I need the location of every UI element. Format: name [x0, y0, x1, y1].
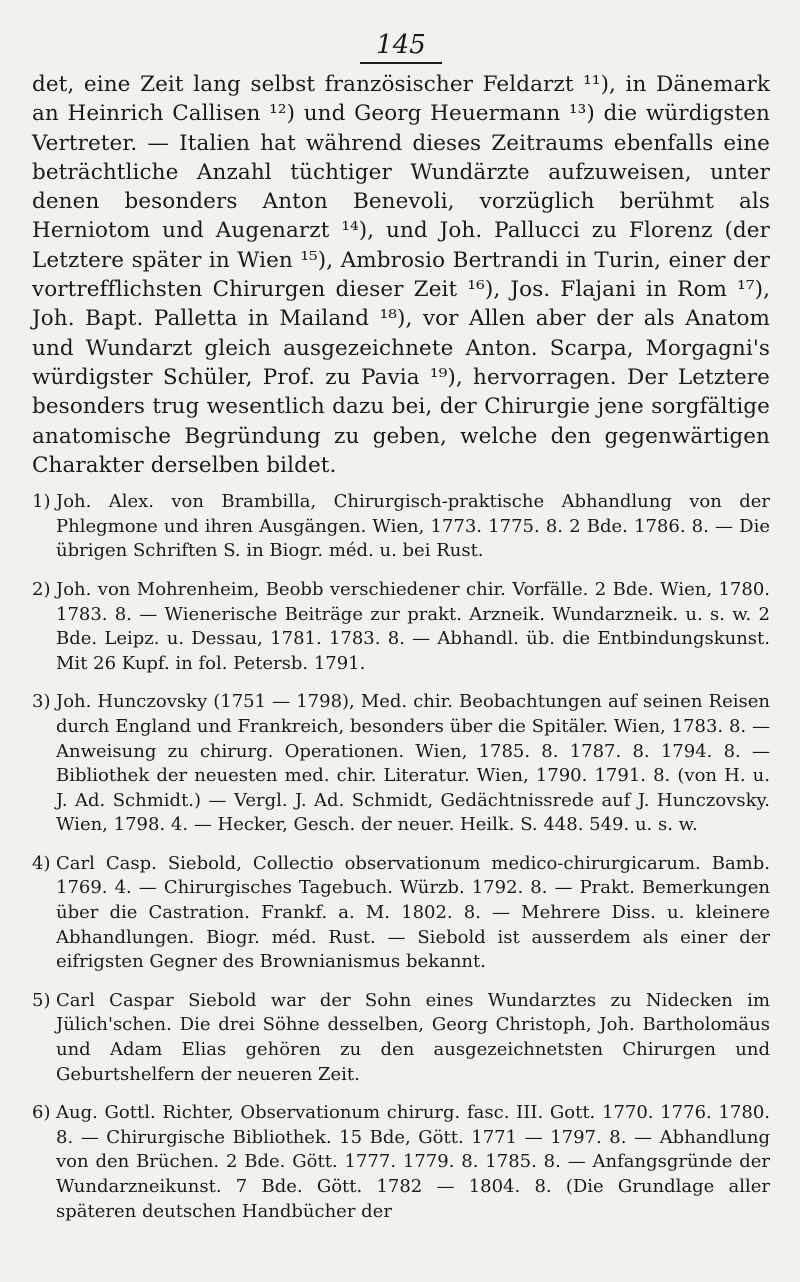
footnote-number: 1) — [32, 491, 51, 513]
body-paragraph: det, eine Zeit lang selbst französischer Feldarzt ¹¹), in Dänemark an Heinrich Callisen ¹²) und Georg Heuermann ¹³) die würdigsten Vertreter. — Italien hat während dieses Zeitraums ebenfalls eine beträchtliche Anzahl tüchtiger Wundärzte aufzuweisen, unter denen besonders Anton Benevoli, vorzüglich berühmt als Herniotom und Augenarzt ¹⁴), und Joh. Pallucci zu Florenz (der Letztere später in Wien ¹⁵), Ambrosio Bertrandi in Turin, einer der vortrefflichsten Chirurgen dieser Zeit ¹⁶), Jos. Flajani in Rom ¹⁷), Joh. Bapt. Palletta in Mailand ¹⁸), vor Allen aber der als Anatom und Wundarzt gleich ausgezeichnete Anton. Scarpa, Morgagni's würdigster Schüler, Prof. zu Pavia ¹⁹), hervorragen. Der Letztere besonders trug wesentlich dazu bei, der Chirurgie jene sorgfältige anatomische Begründung zu geben, welche den gegenwärtigen Charakter derselben bildet. — [32, 72, 770, 478]
footnote-4 — [32, 852, 770, 975]
page-number: 145 — [32, 30, 770, 70]
footnote-list — [32, 490, 770, 1224]
footnote-number: 2) — [32, 578, 51, 600]
footnote-text: Aug. Gottl. Richter, Observationum chirurg. fasc. III. Gott. 1770. 1776. 1780. 8. — Chirurgische Bibliothek. 15 Bde, Gött. 1771 — 1797. 8. — Abhandlung von den Brüchen. 2 Bde. Gött. 1777. 1779. 8. 1785. 8. — Anfangsgründe der Wundarzneikunst. 7 Bde. Gött. 1782 — 1804. 8. (Die Grundlage aller späteren deutschen Handbücher der — [56, 1102, 770, 1222]
footnote-number: 6) — [32, 1102, 51, 1124]
footnote-text: Joh. Hunczovsky (1751 — 1798), Med. chir. Beobachtungen auf seinen Reisen durch England und Frankreich, besonders über die Spitäler. Wien, 1783. 8. — Anweisung zu chirurg. Operationen. Wien, 1785. 8. 1787. 8. 1794. 8. — Bibliothek der neuesten med. chir. Literatur. Wien, 1790. 1791. 8. (von H. u. J. Ad. Schmidt.) — Vergl. J. Ad. Schmidt, Gedächtnissrede auf J. Hunczovsky. Wien, 1798. 4. — Hecker, Gesch. der neuer. Heilk. S. 448. 549. u. s. w. — [56, 691, 770, 836]
footnote-2 — [32, 578, 770, 676]
footnote-6 — [32, 1101, 770, 1224]
footnote-text: Carl Caspar Siebold war der Sohn eines Wundarztes zu Nidecken im Jülich'schen. Die drei Söhne desselben, Georg Christoph, Joh. Bartholomäus und Adam Elias gehören zu den ausgezeichnetsten Chirurgen und Geburtshelfern der neueren Zeit. — [56, 989, 770, 1085]
footnote-1 — [32, 490, 770, 564]
footnote-number: 5) — [32, 989, 51, 1011]
footnote-number: 4) — [32, 852, 51, 874]
footnote-3 — [32, 690, 770, 838]
footnote-text: Joh. Alex. von Brambilla, Chirurgisch-praktische Abhandlung von der Phlegmone und ihren Ausgängen. Wien, 1773. 1775. 8. 2 Bde. 1786. 8. — Die übrigen Schriften S. in Biogr. méd. u. bei Rust. — [56, 491, 770, 562]
footnote-text: Joh. von Mohrenheim, Beobb verschiedener chir. Vorfälle. 2 Bde. Wien, 1780. 1783. 8. — Wienerische Beiträge zur prakt. Arzneik. Wundarzneik. u. s. w. 2 Bde. Leipz. u. Dessau, 1781. 1783. 8. — Abhandl. üb. die Entbindungskunst. Mit 26 Kupf. in fol. Petersb. 1791. — [56, 578, 770, 674]
footnote-number: 3) — [32, 691, 51, 713]
footnote-5 — [32, 989, 770, 1087]
footnote-text: Carl Casp. Siebold, Collectio observationum medico-chirurgicarum. Bamb. 1769. 4. — Chirurgisches Tagebuch. Würzb. 1792. 8. — Prakt. Bemerkungen über die Castration. Frankf. a. M. 1802. 8. — Mehrere Diss. u. kleinere Abhandlungen. Biogr. méd. Rust. — Siebold ist ausserdem als einer der eifrigsten Gegner des Brownianismus bekannt. — [56, 852, 770, 973]
